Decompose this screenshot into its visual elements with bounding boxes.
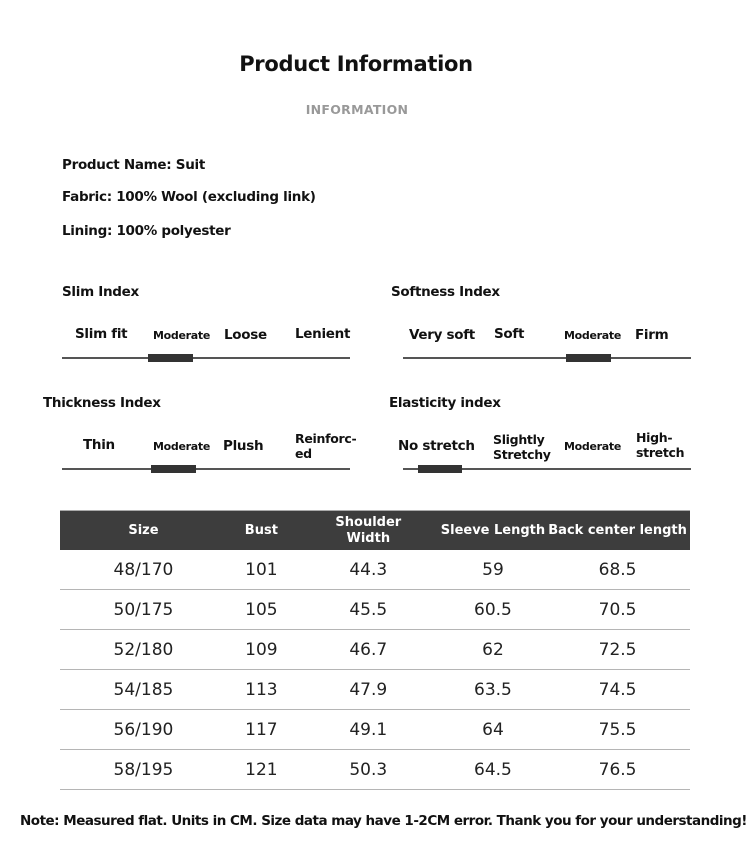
slim-scale-marker: [148, 354, 193, 362]
cell-shoulder: 44.3: [296, 550, 441, 590]
thickness-label-plush: Plush: [223, 438, 264, 454]
header-shoulder-width-label: Shoulder Width: [335, 514, 402, 546]
header-back-center-length: Back center length: [545, 511, 690, 551]
slim-label-slim-fit: Slim fit: [75, 326, 128, 342]
softness-scale-line: [403, 357, 691, 359]
product-name: Product Name: Suit: [62, 157, 206, 173]
cell-bust: 113: [227, 670, 296, 710]
softness-index-title: Softness Index: [391, 284, 500, 300]
header-shoulder-width: [296, 511, 441, 551]
measurement-note: Note: Measured flat. Units in CM. Size data may have 1-2CM error. Thank you for your understanding!: [20, 813, 747, 829]
cell-sleeve: 59: [441, 550, 545, 590]
product-fabric: Fabric: 100% Wool (excluding link): [62, 189, 316, 205]
thickness-scale-line: [62, 468, 350, 470]
cell-sleeve: 60.5: [441, 590, 545, 630]
softness-scale-marker: [566, 354, 611, 362]
thickness-scale-marker: [151, 465, 196, 473]
table-row: [60, 710, 690, 750]
slim-label-lenient: Lenient: [295, 326, 351, 342]
cell-sleeve: 63.5: [441, 670, 545, 710]
softness-label-firm: Firm: [635, 327, 669, 343]
cell-size: 52/180: [60, 630, 227, 670]
thickness-label-thin: Thin: [83, 437, 115, 453]
cell-bust: 121: [227, 750, 296, 790]
softness-label-soft: Soft: [494, 326, 525, 342]
slim-label-loose: Loose: [224, 327, 267, 343]
table-row: [60, 670, 690, 710]
softness-label-very-soft: Very soft: [409, 327, 475, 343]
cell-back-length: 68.5: [545, 550, 690, 590]
table-row: [60, 750, 690, 790]
thickness-label-reinforced: Reinforc-ed: [295, 431, 357, 461]
cell-size: 58/195: [60, 750, 227, 790]
cell-sleeve: 64.5: [441, 750, 545, 790]
header-size: Size: [60, 511, 227, 551]
elasticity-label-high-stretch: High-stretch: [636, 430, 685, 460]
elasticity-label-no-stretch: No stretch: [398, 438, 475, 454]
cell-shoulder: 50.3: [296, 750, 441, 790]
slim-label-moderate: Moderate: [153, 329, 211, 342]
cell-back-length: 70.5: [545, 590, 690, 630]
cell-size: 56/190: [60, 710, 227, 750]
table-row: [60, 550, 690, 590]
elasticity-label-moderate: Moderate: [564, 440, 622, 453]
cell-back-length: 74.5: [545, 670, 690, 710]
cell-shoulder: 47.9: [296, 670, 441, 710]
thickness-index-title: Thickness Index: [43, 395, 161, 411]
cell-bust: 109: [227, 630, 296, 670]
elasticity-scale-marker: [418, 465, 462, 473]
page-title: Product Information: [239, 52, 473, 76]
page-subtitle: INFORMATION: [305, 102, 409, 117]
header-sleeve-length: Sleeve Length: [441, 511, 545, 551]
cell-bust: 105: [227, 590, 296, 630]
thickness-label-moderate: Moderate: [153, 440, 211, 453]
cell-back-length: 72.5: [545, 630, 690, 670]
size-table: [60, 510, 690, 790]
cell-back-length: 75.5: [545, 710, 690, 750]
table-row: [60, 630, 690, 670]
cell-sleeve: 62: [441, 630, 545, 670]
cell-sleeve: 64: [441, 710, 545, 750]
table-header-row: [60, 511, 690, 551]
softness-label-moderate: Moderate: [564, 329, 622, 342]
cell-shoulder: 45.5: [296, 590, 441, 630]
elasticity-label-slightly-stretchy: Slightly Stretchy: [493, 432, 551, 462]
slim-index-title: Slim Index: [62, 284, 139, 300]
cell-bust: 117: [227, 710, 296, 750]
cell-size: 54/185: [60, 670, 227, 710]
table-row: [60, 590, 690, 630]
product-lining: Lining: 100% polyester: [62, 223, 231, 239]
cell-size: 50/175: [60, 590, 227, 630]
elasticity-index-title: Elasticity index: [389, 395, 501, 411]
cell-shoulder: 49.1: [296, 710, 441, 750]
cell-size: 48/170: [60, 550, 227, 590]
header-bust: Bust: [227, 511, 296, 551]
cell-back-length: 76.5: [545, 750, 690, 790]
cell-shoulder: 46.7: [296, 630, 441, 670]
slim-scale-line: [62, 357, 350, 359]
cell-bust: 101: [227, 550, 296, 590]
